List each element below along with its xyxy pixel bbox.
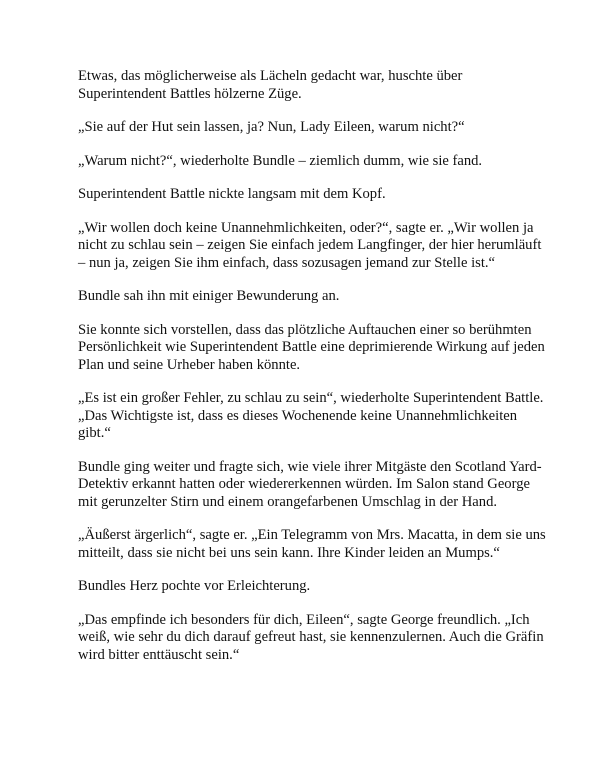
paragraph: Superintendent Battle nickte langsam mit dem Kopf. bbox=[78, 186, 386, 202]
paragraph: „Das empfinde ich besonders für dich, Eileen“, sagte George freundlich. „Ich weiß, wie sehr du dich darauf gefreut hast, sie kennenzulernen. Auch die Gräfin wird bitter enttäuscht sein.“ bbox=[78, 611, 544, 663]
paragraph: Bundles Herz pochte vor Erleichterung. bbox=[78, 578, 311, 594]
document-page bbox=[78, 68, 548, 680]
paragraph: Sie konnte sich vorstellen, dass das plötzliche Auftauchen einer so berühmten Persönlichkeit wie Superintendent Battle eine deprimierende Wirkung auf jeden Plan und seine Urheber haben könnte. bbox=[78, 321, 545, 373]
paragraph: „Wir wollen doch keine Unannehmlichkeiten, oder?“, sagte er. „Wir wollen ja nicht zu schlau sein – zeigen Sie einfach jedem Langfinger, der hier herumläuft – nun ja, zeigen Sie ihm einfach, dass sozusagen jemand zur Stelle ist.“ bbox=[78, 219, 542, 271]
paragraph: „Es ist ein großer Fehler, zu schlau zu sein“, wiederholte Superintendent Battle. „Das Wichtigste ist, dass es dieses Wochenende keine Unannehmlichkeiten gibt.“ bbox=[78, 390, 544, 441]
paragraph: Bundle ging weiter und fragte sich, wie viele ihrer Mitgäste den Scotland Yard-Detektiv erkannt hatten oder wiedererkennen würden. Im Salon stand George mit gerunzelter Stirn und einem orangefarbenen Umschlag in der Hand. bbox=[78, 458, 542, 510]
paragraph: „Warum nicht?“, wiederholte Bundle – ziemlich dumm, wie sie fand. bbox=[78, 152, 483, 169]
paragraph: Etwas, das möglicherweise als Lächeln gedacht war, huschte über Superintendent Battles hölzerne Züge. bbox=[78, 68, 463, 102]
paragraph: „Sie auf der Hut sein lassen, ja? Nun, Lady Eileen, warum nicht?“ bbox=[78, 119, 465, 135]
paragraph: „Äußerst ärgerlich“, sagte er. „Ein Telegramm von Mrs. Macatta, in dem sie uns mitteilt, dass sie nicht bei uns sein kann. Ihre Kinder leiden an Mumps.“ bbox=[78, 527, 546, 561]
paragraph: Bundle sah ihn mit einiger Bewunderung an. bbox=[78, 288, 340, 304]
